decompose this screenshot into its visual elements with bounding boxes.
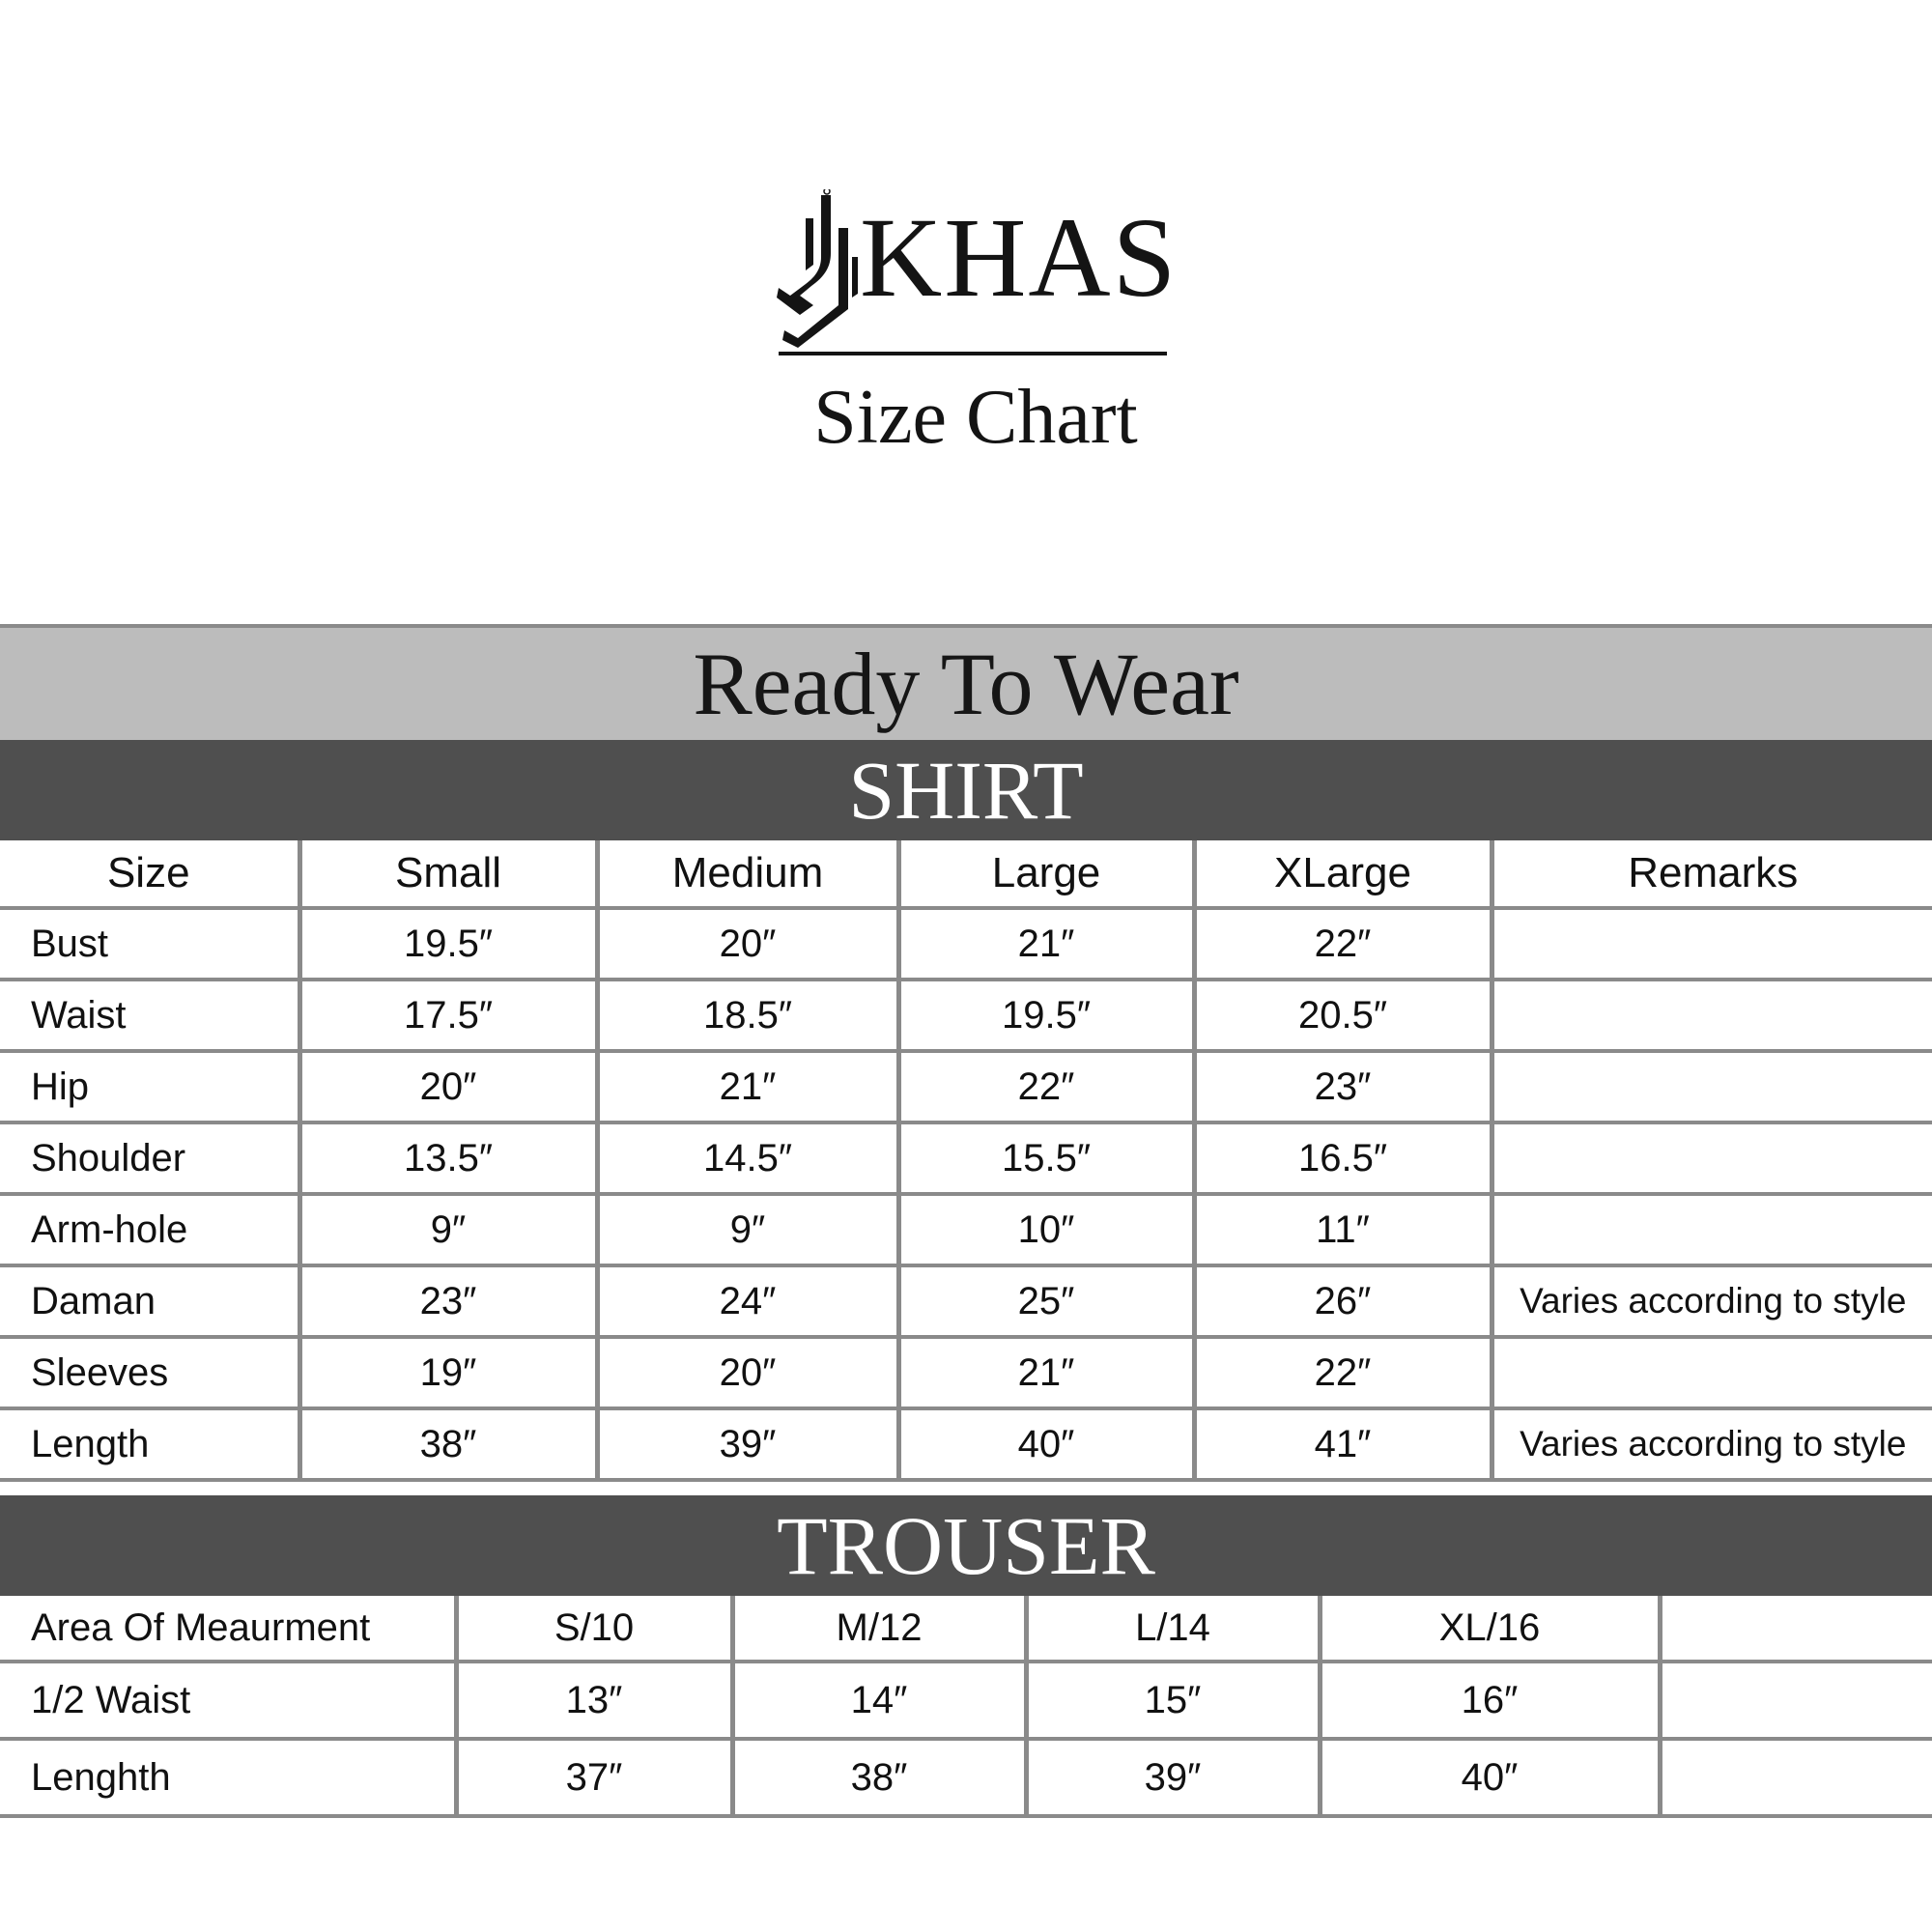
column-header: L/14: [1026, 1596, 1320, 1662]
size-value: 13.5″: [299, 1122, 597, 1194]
row-label: Shoulder: [0, 1122, 299, 1194]
column-header: Small: [299, 840, 597, 908]
page-subtitle: Size Chart: [813, 375, 1138, 460]
size-value: 20″: [597, 1337, 898, 1408]
size-value: 9″: [299, 1194, 597, 1265]
size-value: 14″: [732, 1662, 1026, 1739]
table-row: [0, 1337, 1932, 1408]
remarks-cell: [1492, 980, 1932, 1051]
size-value: 21″: [898, 1337, 1194, 1408]
section-title-trouser: TROUSER: [0, 1495, 1932, 1596]
remarks-cell: [1492, 1194, 1932, 1265]
size-value: 18.5″: [597, 980, 898, 1051]
column-header: [1660, 1596, 1932, 1662]
column-header: XLarge: [1194, 840, 1492, 908]
size-value: 23″: [1194, 1051, 1492, 1122]
section-title-shirt: SHIRT: [0, 740, 1932, 840]
column-header: Remarks: [1492, 840, 1932, 908]
row-label: Waist: [0, 980, 299, 1051]
remarks-cell: [1660, 1739, 1932, 1816]
size-value: 9″: [597, 1194, 898, 1265]
column-header: S/10: [456, 1596, 732, 1662]
row-label: 1/2 Waist: [0, 1662, 456, 1739]
size-value: 13″: [456, 1662, 732, 1739]
size-value: 38″: [299, 1408, 597, 1480]
row-label: Length: [0, 1408, 299, 1480]
remarks-cell: Varies according to style: [1492, 1408, 1932, 1480]
column-header: M/12: [732, 1596, 1026, 1662]
size-value: 39″: [597, 1408, 898, 1480]
size-value: 15.5″: [898, 1122, 1194, 1194]
table-row: [0, 908, 1932, 980]
size-value: 26″: [1194, 1265, 1492, 1337]
table-row: [0, 1122, 1932, 1194]
remarks-cell: [1492, 1122, 1932, 1194]
size-value: 19.5″: [898, 980, 1194, 1051]
row-label: Daman: [0, 1265, 299, 1337]
column-header: Large: [898, 840, 1194, 908]
table-row: [0, 980, 1932, 1051]
column-header: Medium: [597, 840, 898, 908]
khas-calligraphy-logo-icon: [771, 189, 860, 348]
row-label: Arm-hole: [0, 1194, 299, 1265]
trouser-header-row: [0, 1596, 1932, 1662]
size-value: 41″: [1194, 1408, 1492, 1480]
row-label: Sleeves: [0, 1337, 299, 1408]
column-header: Area Of Meaurment: [0, 1596, 456, 1662]
size-value: 25″: [898, 1265, 1194, 1337]
size-value: 23″: [299, 1265, 597, 1337]
size-value: 15″: [1026, 1662, 1320, 1739]
size-value: 40″: [898, 1408, 1194, 1480]
table-row: [0, 1408, 1932, 1480]
size-value: 17.5″: [299, 980, 597, 1051]
row-label: Hip: [0, 1051, 299, 1122]
column-header: XL/16: [1320, 1596, 1660, 1662]
size-value: 38″: [732, 1739, 1026, 1816]
remarks-cell: [1660, 1662, 1932, 1739]
table-row: [0, 1051, 1932, 1122]
shirt-header-row: [0, 840, 1932, 908]
size-value: 10″: [898, 1194, 1194, 1265]
size-value: 24″: [597, 1265, 898, 1337]
size-value: 22″: [1194, 1337, 1492, 1408]
row-label: Lenghth: [0, 1739, 456, 1816]
size-value: 22″: [898, 1051, 1194, 1122]
size-value: 20.5″: [1194, 980, 1492, 1051]
size-value: 11″: [1194, 1194, 1492, 1265]
table-row: [0, 1739, 1932, 1816]
trouser-size-table: [0, 1596, 1932, 1818]
size-value: 20″: [597, 908, 898, 980]
column-header: Size: [0, 840, 299, 908]
size-value: 19.5″: [299, 908, 597, 980]
row-label: Bust: [0, 908, 299, 980]
size-value: 21″: [898, 908, 1194, 980]
size-value: 19″: [299, 1337, 597, 1408]
size-value: 40″: [1320, 1739, 1660, 1816]
size-value: 16″: [1320, 1662, 1660, 1739]
shirt-size-table: [0, 840, 1932, 1482]
brand-header: [0, 0, 1932, 502]
brand-divider: [779, 352, 1167, 355]
remarks-cell: [1492, 1051, 1932, 1122]
size-value: 39″: [1026, 1739, 1320, 1816]
remarks-cell: [1492, 908, 1932, 980]
size-value: 37″: [456, 1739, 732, 1816]
table-row: [0, 1265, 1932, 1337]
size-value: 21″: [597, 1051, 898, 1122]
table-row: [0, 1662, 1932, 1739]
remarks-cell: [1492, 1337, 1932, 1408]
remarks-cell: Varies according to style: [1492, 1265, 1932, 1337]
section-title-ready-to-wear: Ready To Wear: [0, 624, 1932, 740]
size-value: 22″: [1194, 908, 1492, 980]
size-value: 20″: [299, 1051, 597, 1122]
size-value: 16.5″: [1194, 1122, 1492, 1194]
size-value: 14.5″: [597, 1122, 898, 1194]
table-row: [0, 1194, 1932, 1265]
brand-name: KHAS: [860, 194, 1179, 321]
